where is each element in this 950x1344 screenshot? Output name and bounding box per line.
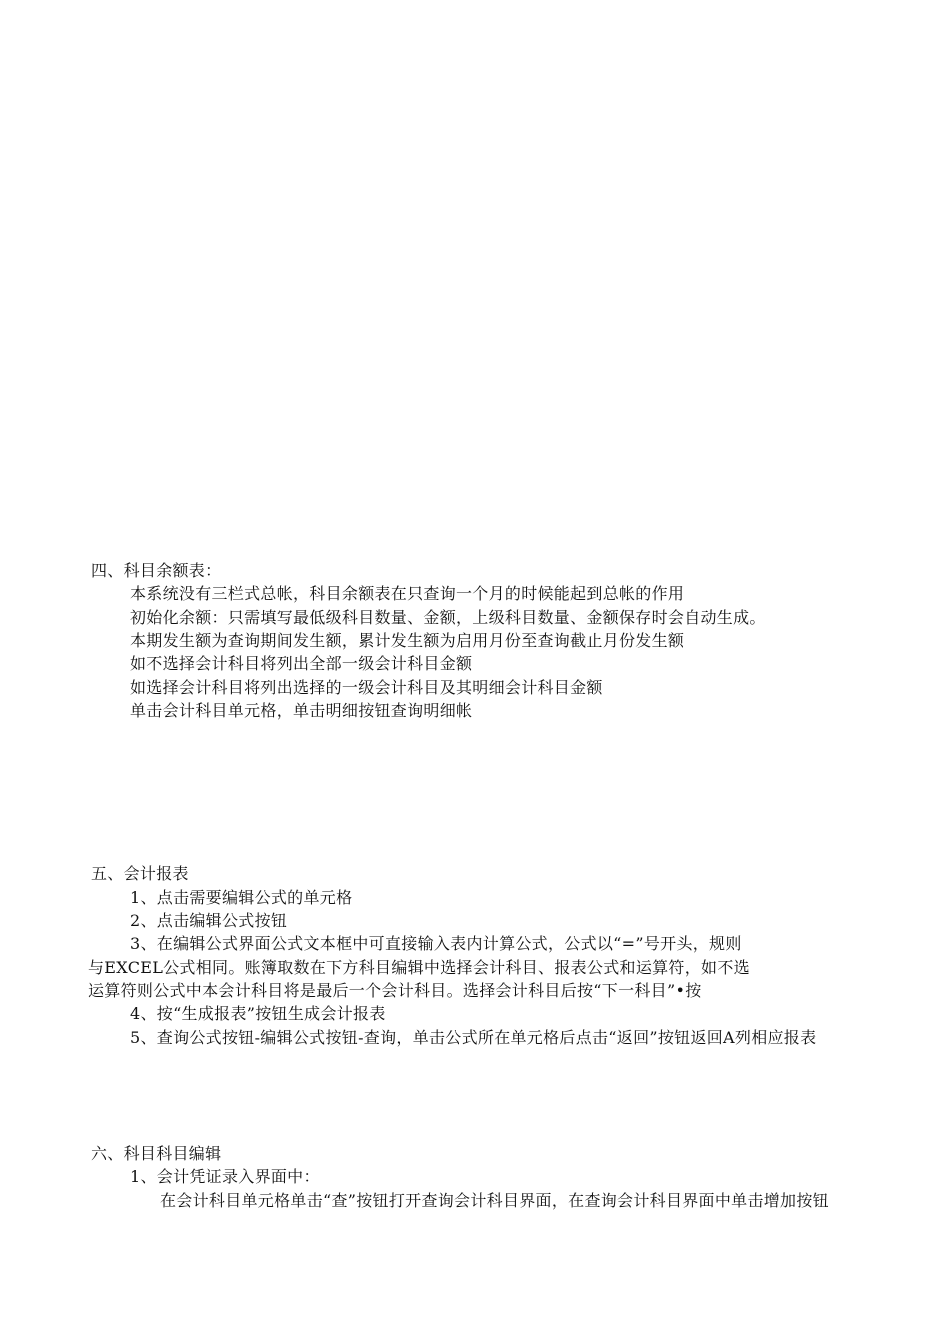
section-6-heading: 六、科目科目编辑 [91, 1144, 222, 1163]
section-4-line-1: 本系统没有三栏式总帐，科目余额表在只查询一个月的时候能起到总帐的作用 [130, 584, 685, 603]
section-4-line-6: 单击会计科目单元格，单击明细按钮查询明细帐 [130, 701, 473, 720]
section-4-line-2: 初始化余额：只需填写最低级科目数量、金额，上级科目数量、金额保存时会自动生成。 [130, 608, 766, 627]
section-5-item-1: 1、点击需要编辑公式的单元格 [130, 888, 353, 907]
section-6-item-1: 1、会计凭证录入界面中： [130, 1167, 320, 1186]
section-4-line-4: 如不选择会计科目将列出全部一级会计科目金额 [130, 654, 473, 673]
section-5-item-3-line-1: 3、在编辑公式界面公式文本框中可直接输入表内计算公式，公式以“=”号开头，规则 [130, 934, 742, 953]
section-5-item-2: 2、点击编辑公式按钮 [130, 911, 288, 930]
section-5-item-3-line-3: 运算符则公式中本会计科目将是最后一个会计科目。选择会计科目后按“下一科目”•按 [88, 981, 702, 1000]
section-5-heading: 五、会计报表 [91, 864, 189, 883]
section-4-line-3: 本期发生额为查询期间发生额，累计发生额为启用月份至查询截止月份发生额 [130, 631, 685, 650]
section-6-item-1-detail: 在会计科目单元格单击“查”按钮打开查询会计科目界面，在查询会计科目界面中单击增加按钮 [160, 1191, 829, 1210]
section-5-item-5: 5、查询公式按钮-编辑公式按钮-查询，单击公式所在单元格后点击“返回”按钮返回A列相应报表 [130, 1028, 817, 1047]
section-4-line-5: 如选择会计科目将列出选择的一级会计科目及其明细会计科目金额 [130, 678, 603, 697]
section-5-item-3-line-2: 与EXCEL公式相同。账簿取数在下方科目编辑中选择会计科目、报表公式和运算符，如不选 [88, 958, 750, 977]
section-4-heading: 四、科目余额表： [91, 561, 222, 580]
section-5-item-4: 4、按“生成报表”按钮生成会计报表 [130, 1004, 386, 1023]
